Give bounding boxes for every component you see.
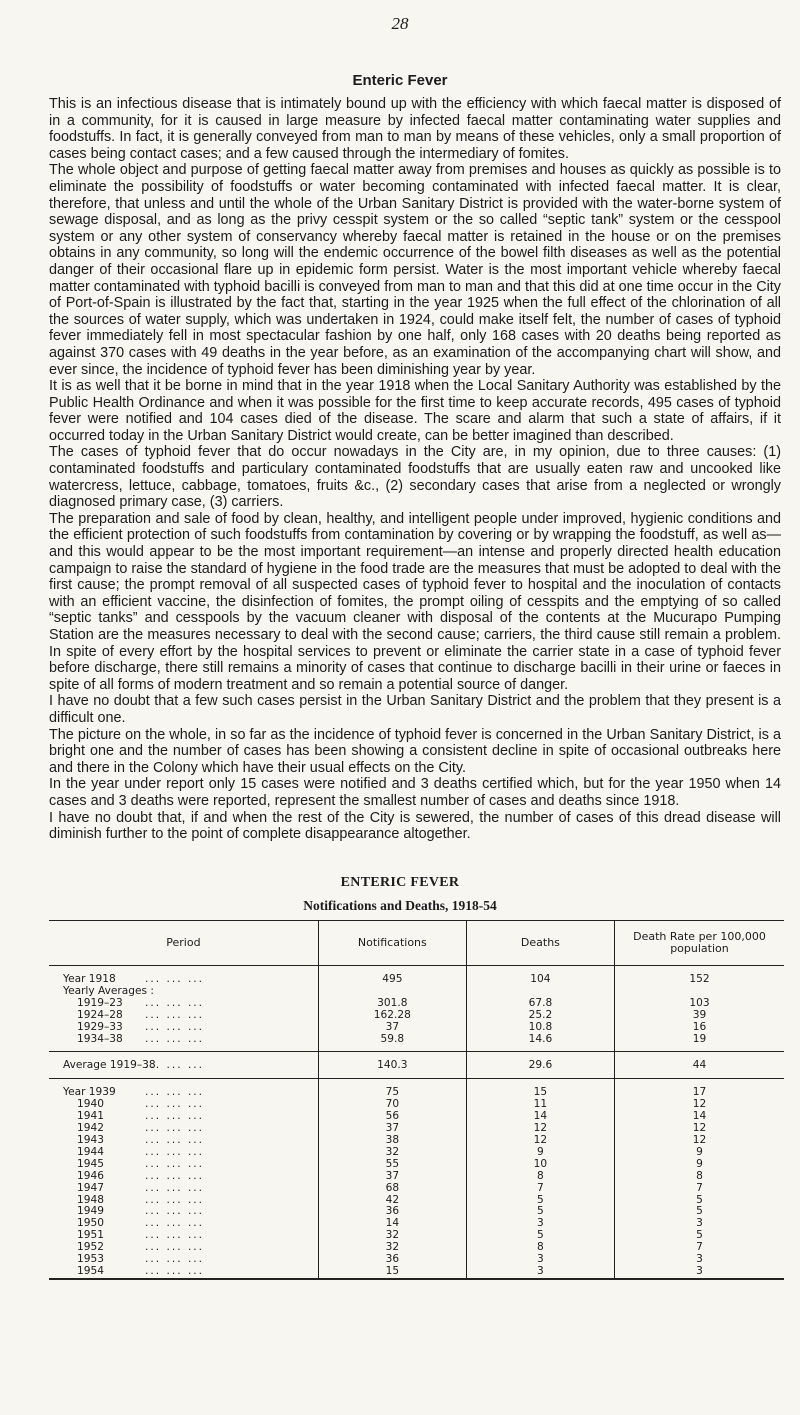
cell-deaths: 3 xyxy=(466,1254,614,1266)
period-label: Yearly Averages : xyxy=(63,984,154,997)
period-label: 1946 xyxy=(77,1169,104,1182)
dot-leader: ... ... ... xyxy=(145,1059,205,1072)
cell-deaths: 15 xyxy=(466,1079,614,1099)
period-label: 1942 xyxy=(77,1122,104,1135)
table-row xyxy=(49,966,784,986)
cell-deaths: 5 xyxy=(466,1195,614,1207)
cell-death-rate: 16 xyxy=(614,1022,784,1034)
cell-death-rate: 12 xyxy=(614,1099,784,1111)
cell-deaths: 29.6 xyxy=(466,1052,614,1079)
period-label: 1951 xyxy=(77,1229,104,1242)
period-label: 1947 xyxy=(77,1181,104,1194)
cell-death-rate: 3 xyxy=(614,1254,784,1266)
cell-deaths: 5 xyxy=(466,1206,614,1218)
period-label: Year 1918 xyxy=(63,973,116,985)
cell-notifications: 14 xyxy=(318,1218,466,1230)
cell-deaths: 14.6 xyxy=(466,1034,614,1052)
dot-leader: ... ... ... xyxy=(145,1122,205,1135)
cell-notifications: 495 xyxy=(318,966,466,986)
cell-death-rate: 9 xyxy=(614,1159,784,1171)
cell-notifications: 15 xyxy=(318,1266,466,1279)
cell-notifications: 301.8 xyxy=(318,998,466,1010)
period-label: 1953 xyxy=(77,1253,104,1266)
cell-death-rate: 152 xyxy=(614,966,784,986)
period-label: 1945 xyxy=(77,1157,104,1170)
dot-leader: ... ... ... xyxy=(145,973,205,985)
cell-death-rate: 3 xyxy=(614,1218,784,1230)
table-row xyxy=(49,1079,784,1099)
paragraph: It is as well that it be borne in mind that in the year 1918 when the Local Sanitary Authority was established by the Public Health Ordinance and when it was possible for the first time to keep accurate records, 495 cases of typhoid fever were notified and 104 cases died of the disease. The scare and alarm that such a state of affairs, if it occurred today in the Urban Sanitary District would create, can be better imagined than described. xyxy=(49,378,781,444)
column-header-death-rate: Death Rate per 100,000 population xyxy=(614,921,784,966)
cell-deaths: 10.8 xyxy=(466,1022,614,1034)
table-subtitle: Notifications and Deaths, 1918-54 xyxy=(303,898,497,913)
period-label: 1919–23 xyxy=(77,996,123,1009)
cell-notifications: 55 xyxy=(318,1159,466,1171)
cell-deaths: 104 xyxy=(466,966,614,986)
cell-death-rate: 5 xyxy=(614,1195,784,1207)
dot-leader: ... ... ... xyxy=(145,1098,205,1111)
paragraph: The whole object and purpose of getting faecal matter away from premises and houses as quickly as possible is to eliminate the possibility of foodstuffs or water becoming contaminated with infected faecal matter. It is clear, therefore, that unless and until the whole of the Urban Sanitary District is provided with the water-borne system of sewage disposal, and as long as the privy cesspit system or the so called “septic tank” system or the cesspool system or any other system of conservancy whereby faecal matter is retained in the house or on the premises obtains in any community, so long will the endemic occurrence of the bowel filth diseases as well as the potential danger of their occasional flare up in epidemic form persist. Water is the most important vehicle whereby faecal matter contaminated with typhoid bacilli is conveyed from man to man and that this did at one time occur in the City of Port-of-Spain is illustrated by the fact that, starting in the year 1925 when the full effect of the chlorination of all the sources of water supply, which was undertaken in 1924, could make itself felt, the number of cases of typhoid fever immediately fell in most spectacular fashion by one half, only 168 cases with 20 deaths being reported as against 370 cases with 49 deaths in the year before, as an examination of the accompanying chart will show, and ever since, the incidence of typhoid fever has been diminishing year by year. xyxy=(49,162,781,378)
cell-notifications: 42 xyxy=(318,1195,466,1207)
cell-deaths: 8 xyxy=(466,1242,614,1254)
table-header-row xyxy=(49,921,784,966)
paragraph: The preparation and sale of food by clean, healthy, and intelligent people under improved, hygienic conditions and the efficient protection of such foodstuffs from contamination by covering or by wrapping the foodstuff, as well as—and this would appear to be the most important requirement—an intense and properly directed health education campaign to raise the standard of hygiene in the food trade are the measures that must be adopted to deal with the first cause; the prompt removal of all suspected cases of typhoid fever to hospital and the inoculation of contacts with an efficient vaccine, the disinfection of fomites, the prompt oiling of cesspits and the emptying of so called “septic tanks” and cesspools by the vacuum cleaner with disposal of the contents at the Mucurapo Pumping Station are the measures necessary to deal with the second cause; carriers, the third cause still remain a problem. In spite of every effort by the hospital services to prevent or eliminate the carrier state in a case of typhoid fever before discharge, there still remains a minority of cases that continue to discharge bacilli in their urine or faeces in spite of all forms of modern treatment and so remain a potential source of danger. xyxy=(49,510,781,693)
cell-deaths: 10 xyxy=(466,1159,614,1171)
dot-leader: ... ... ... xyxy=(145,1217,205,1230)
period-label: 1924–28 xyxy=(77,1008,123,1021)
cell-death-rate: 5 xyxy=(614,1206,784,1218)
dot-leader: ... ... ... xyxy=(145,1110,205,1123)
paragraph: The picture on the whole, in so far as the incidence of typhoid fever is concerned in the Urban Sanitary District, is a bright one and the number of cases has been showing a consistent decline in spite of occasional outbreaks here and there in the Colony which have their usual effects on the City. xyxy=(49,726,781,776)
dot-leader: ... ... ... xyxy=(145,1264,205,1277)
cell-notifications: 56 xyxy=(318,1111,466,1123)
period-label: 1944 xyxy=(77,1145,104,1158)
cell-deaths: 3 xyxy=(466,1266,614,1279)
dot-leader: ... ... ... xyxy=(145,1205,205,1218)
cell-period xyxy=(49,1079,318,1099)
column-header-period: Period xyxy=(49,921,318,966)
cell-deaths: 11 xyxy=(466,1099,614,1111)
cell-death-rate: 3 xyxy=(614,1266,784,1279)
dot-leader: ... ... ... xyxy=(145,1133,205,1146)
dot-leader: ... ... ... xyxy=(145,1008,205,1021)
cell-notifications: 140.3 xyxy=(318,1052,466,1079)
period-label: 1952 xyxy=(77,1241,104,1254)
cell-deaths: 9 xyxy=(466,1147,614,1159)
column-header-deaths: Deaths xyxy=(466,921,614,966)
cell-death-rate: 7 xyxy=(614,1183,784,1195)
body-text xyxy=(49,96,781,843)
cell-notifications: 32 xyxy=(318,1230,466,1242)
table-row xyxy=(49,1052,784,1079)
paragraph: I have no doubt that, if and when the rest of the City is sewered, the number of cases of this dread disease will diminish further to the point of complete disappearance altogether. xyxy=(49,809,781,843)
paragraph: I have no doubt that a few such cases persist in the Urban Sanitary District and the problem that they present is a difficult one. xyxy=(49,693,781,726)
table-row xyxy=(49,1034,784,1052)
cell-notifications: 70 xyxy=(318,1099,466,1111)
period-label: 1940 xyxy=(77,1098,104,1111)
dot-leader: ... ... ... xyxy=(145,1145,205,1158)
cell-notifications: 37 xyxy=(318,1123,466,1135)
dot-leader: ... ... ... xyxy=(145,1253,205,1266)
cell-deaths: 25.2 xyxy=(466,1010,614,1022)
cell-death-rate: 8 xyxy=(614,1171,784,1183)
dot-leader: ... ... ... xyxy=(145,1169,205,1182)
period-label: 1943 xyxy=(77,1133,104,1146)
cell-deaths: 7 xyxy=(466,1183,614,1195)
dot-leader: ... ... ... xyxy=(145,1193,205,1206)
cell-deaths: 3 xyxy=(466,1218,614,1230)
dot-leader: ... ... ... xyxy=(145,1020,205,1033)
cell-deaths: 14 xyxy=(466,1111,614,1123)
cell-deaths: 8 xyxy=(466,1171,614,1183)
table-title: ENTERIC FEVER xyxy=(340,875,460,890)
period-label: Average 1919–38 xyxy=(63,1059,156,1072)
cell-death-rate: 19 xyxy=(614,1034,784,1052)
period-label: 1948 xyxy=(77,1193,104,1206)
cell-death-rate: 103 xyxy=(614,998,784,1010)
cell-death-rate: 9 xyxy=(614,1147,784,1159)
cell-deaths: 12 xyxy=(466,1135,614,1147)
page-number: 28 xyxy=(391,14,409,33)
period-label: 1934–38 xyxy=(77,1032,123,1045)
cell-period xyxy=(49,1266,318,1279)
dot-leader: ... ... ... xyxy=(145,1181,205,1194)
column-header-notifications: Notifications xyxy=(318,921,466,966)
dot-leader: ... ... ... xyxy=(145,1086,205,1099)
dot-leader: ... ... ... xyxy=(145,1157,205,1170)
cell-notifications: 37 xyxy=(318,1171,466,1183)
cell-death-rate: 14 xyxy=(614,1111,784,1123)
cell-notifications: 59.8 xyxy=(318,1034,466,1052)
cell-death-rate: 5 xyxy=(614,1230,784,1242)
paragraph: In the year under report only 15 cases were notified and 3 deaths certified which, but for the year 1950 when 14 cases and 3 deaths were reported, represent the smallest number of cases and deaths since 1918. xyxy=(49,776,781,809)
cell-notifications: 36 xyxy=(318,1254,466,1266)
table-body xyxy=(49,966,784,1279)
period-label: 1954 xyxy=(77,1264,104,1277)
period-label: 1950 xyxy=(77,1217,104,1230)
cell-notifications: 68 xyxy=(318,1183,466,1195)
cell-notifications: 32 xyxy=(318,1242,466,1254)
cell-period xyxy=(49,966,318,986)
cell-notifications: 36 xyxy=(318,1206,466,1218)
dot-leader: ... ... ... xyxy=(145,1032,205,1045)
cell-notifications: 75 xyxy=(318,1079,466,1099)
cell-death-rate: 39 xyxy=(614,1010,784,1022)
cell-notifications: 162.28 xyxy=(318,1010,466,1022)
cell-death-rate: 12 xyxy=(614,1135,784,1147)
paragraph: This is an infectious disease that is intimately bound up with the efficiency with which faecal matter is disposed of in a community, for it is caused in large measure by infected faecal matter contaminating water supplies and foodstuffs. In fact, it is generally conveyed from man to man by means of these vehicles, only a small proportion of cases being contact cases; and a few caused through the intermediary of fomites. xyxy=(49,96,781,162)
section-heading: Enteric Fever xyxy=(352,72,448,89)
dot-leader: ... ... ... xyxy=(145,1229,205,1242)
cell-death-rate: 7 xyxy=(614,1242,784,1254)
cell-deaths: 5 xyxy=(466,1230,614,1242)
cell-deaths: 67.8 xyxy=(466,998,614,1010)
cell-notifications: 38 xyxy=(318,1135,466,1147)
cell-notifications: 32 xyxy=(318,1147,466,1159)
period-label: 1929–33 xyxy=(77,1020,123,1033)
paragraph: The cases of typhoid fever that do occur nowadays in the City are, in my opinion, due to three causes: (1) contaminated foodstuffs and particulary contaminated foodstuffs that are usually eaten raw and uncooked like watercress, lettuce, cabbage, tomatoes, fruits &c., (2) secondary cases that arise from a neglected or wrongly diagnosed primary case, (3) carriers. xyxy=(49,444,781,511)
dot-leader: ... ... ... xyxy=(145,996,205,1009)
cell-death-rate: 44 xyxy=(614,1052,784,1079)
dot-leader: ... ... ... xyxy=(145,1241,205,1254)
cell-period xyxy=(49,1034,318,1052)
cell-death-rate: 17 xyxy=(614,1079,784,1099)
period-label: Year 1939 xyxy=(63,1086,116,1099)
table-row xyxy=(49,1266,784,1279)
period-label: 1949 xyxy=(77,1205,104,1218)
cell-notifications: 37 xyxy=(318,1022,466,1034)
cell-death-rate: 12 xyxy=(614,1123,784,1135)
enteric-fever-table xyxy=(49,920,784,1280)
period-label: 1941 xyxy=(77,1110,104,1123)
cell-period xyxy=(49,1052,318,1079)
cell-deaths: 12 xyxy=(466,1123,614,1135)
